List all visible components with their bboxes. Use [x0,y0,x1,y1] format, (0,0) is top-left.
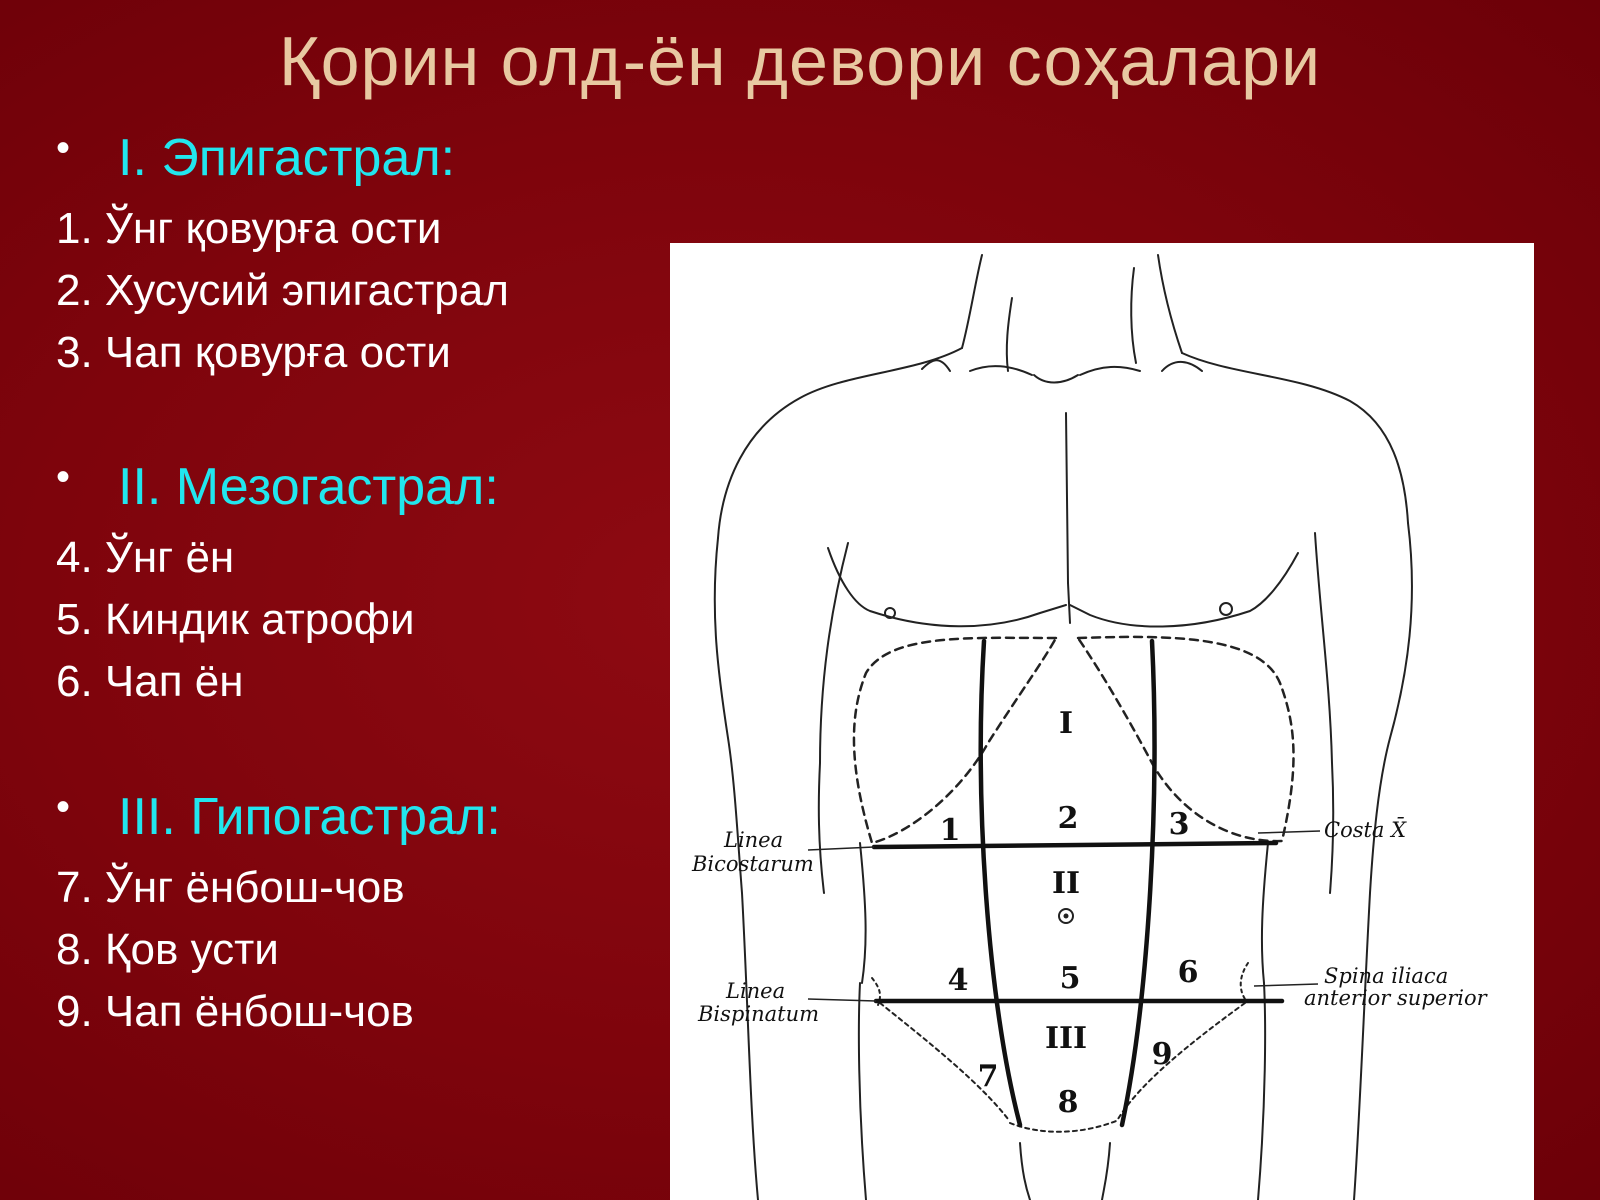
neck-outline [1158,255,1182,353]
leader-line [808,847,874,850]
region-number-3: 3 [1168,807,1190,842]
linea-bispinatum-label: Bispinatum [698,1002,820,1026]
pectoral-line [1070,553,1298,627]
neck-outline [962,255,982,348]
right-midclavicular-line [981,641,1020,1125]
arm-outline [1354,523,1412,1200]
region-number-9: 9 [1151,1037,1173,1072]
bullet-icon: • [56,126,71,170]
region-number-7: 7 [977,1059,999,1094]
clavicle-line [1080,362,1202,375]
linea-bispinatum-label: Linea [726,979,786,1003]
zone-label-mesogastric: II [1051,866,1081,901]
list-item: 4. Ўнг ён [56,533,235,582]
torso-diagram [670,243,1534,1200]
inner-arm-line [819,543,848,893]
region-number-1: 1 [939,813,961,848]
pubic-curve [1010,1121,1116,1132]
section-hypogastric [56,777,656,1043]
asis-mark [1241,963,1248,999]
bullet-icon: • [56,785,71,829]
abdominal-regions-figure [670,243,1534,1200]
section-heading-row [56,447,656,527]
list-item: 7. Ўнг ёнбош-чов [56,863,405,912]
flank-outline [860,843,866,983]
flank-outline [1262,843,1268,983]
bullet-icon: • [56,455,71,499]
section-heading: II. Мезогастрал: [118,458,499,516]
linea-bicostarum-label: Bicostarum [692,852,814,876]
left-midclavicular-line [1122,641,1154,1125]
umbilicus-dot [1064,914,1069,919]
region-number-4: 4 [947,963,969,998]
region-number-6: 6 [1177,955,1199,990]
groin-line [1102,1143,1110,1200]
costa-x-label: Costa X̄ [1324,818,1407,842]
section-heading: III. Гипогастрал: [118,788,501,846]
hip-outline [859,983,866,1200]
spina-iliaca-label: anterior superior [1304,986,1487,1010]
sternal-notch [1034,375,1078,383]
region-number-2: 2 [1057,801,1079,836]
zone-label-epigastric: I [1058,706,1074,741]
hip-outline [1258,983,1265,1200]
midline [1068,583,1070,623]
neck-muscle-line [1131,268,1136,363]
list-item: 1. Ўнг қовурға ости [56,204,442,253]
neck-muscle-line [1007,298,1012,371]
section-heading-row [56,777,656,857]
zone-label-hypogastric: III [1044,1021,1088,1056]
shoulder-outline [1182,353,1408,523]
list-item: 6. Чап ён [56,657,244,706]
shoulder-outline [718,348,962,538]
list-item: 3. Чап қовурға ости [56,328,451,377]
section-heading: I. Эпигастрал: [118,129,456,187]
list-item: 8. Қов усти [56,925,279,974]
list-item: 2. Хусусий эпигастрал [56,266,509,315]
groin-line [1020,1143,1030,1200]
section-heading-row [56,118,656,198]
region-number-5: 5 [1059,961,1081,996]
leader-line [808,999,876,1001]
nipple-icon [1220,603,1232,615]
midline [1066,413,1068,583]
clavicle-line [922,360,1032,375]
section-mesogastric [56,447,656,713]
list-item: 9. Чап ёнбош-чов [56,987,414,1036]
leader-line [1258,831,1320,833]
pectoral-line [828,548,1066,626]
slide-title: Қорин олд-ён девори соҳалари [278,22,1322,100]
spina-iliaca-label: Spina iliaca [1324,964,1449,988]
linea-bicostarum-line [874,843,1276,847]
list-item: 5. Киндик атрофи [56,595,415,644]
linea-bicostarum-label: Linea [724,828,784,852]
region-number-8: 8 [1057,1085,1079,1120]
section-epigastric [56,118,656,384]
